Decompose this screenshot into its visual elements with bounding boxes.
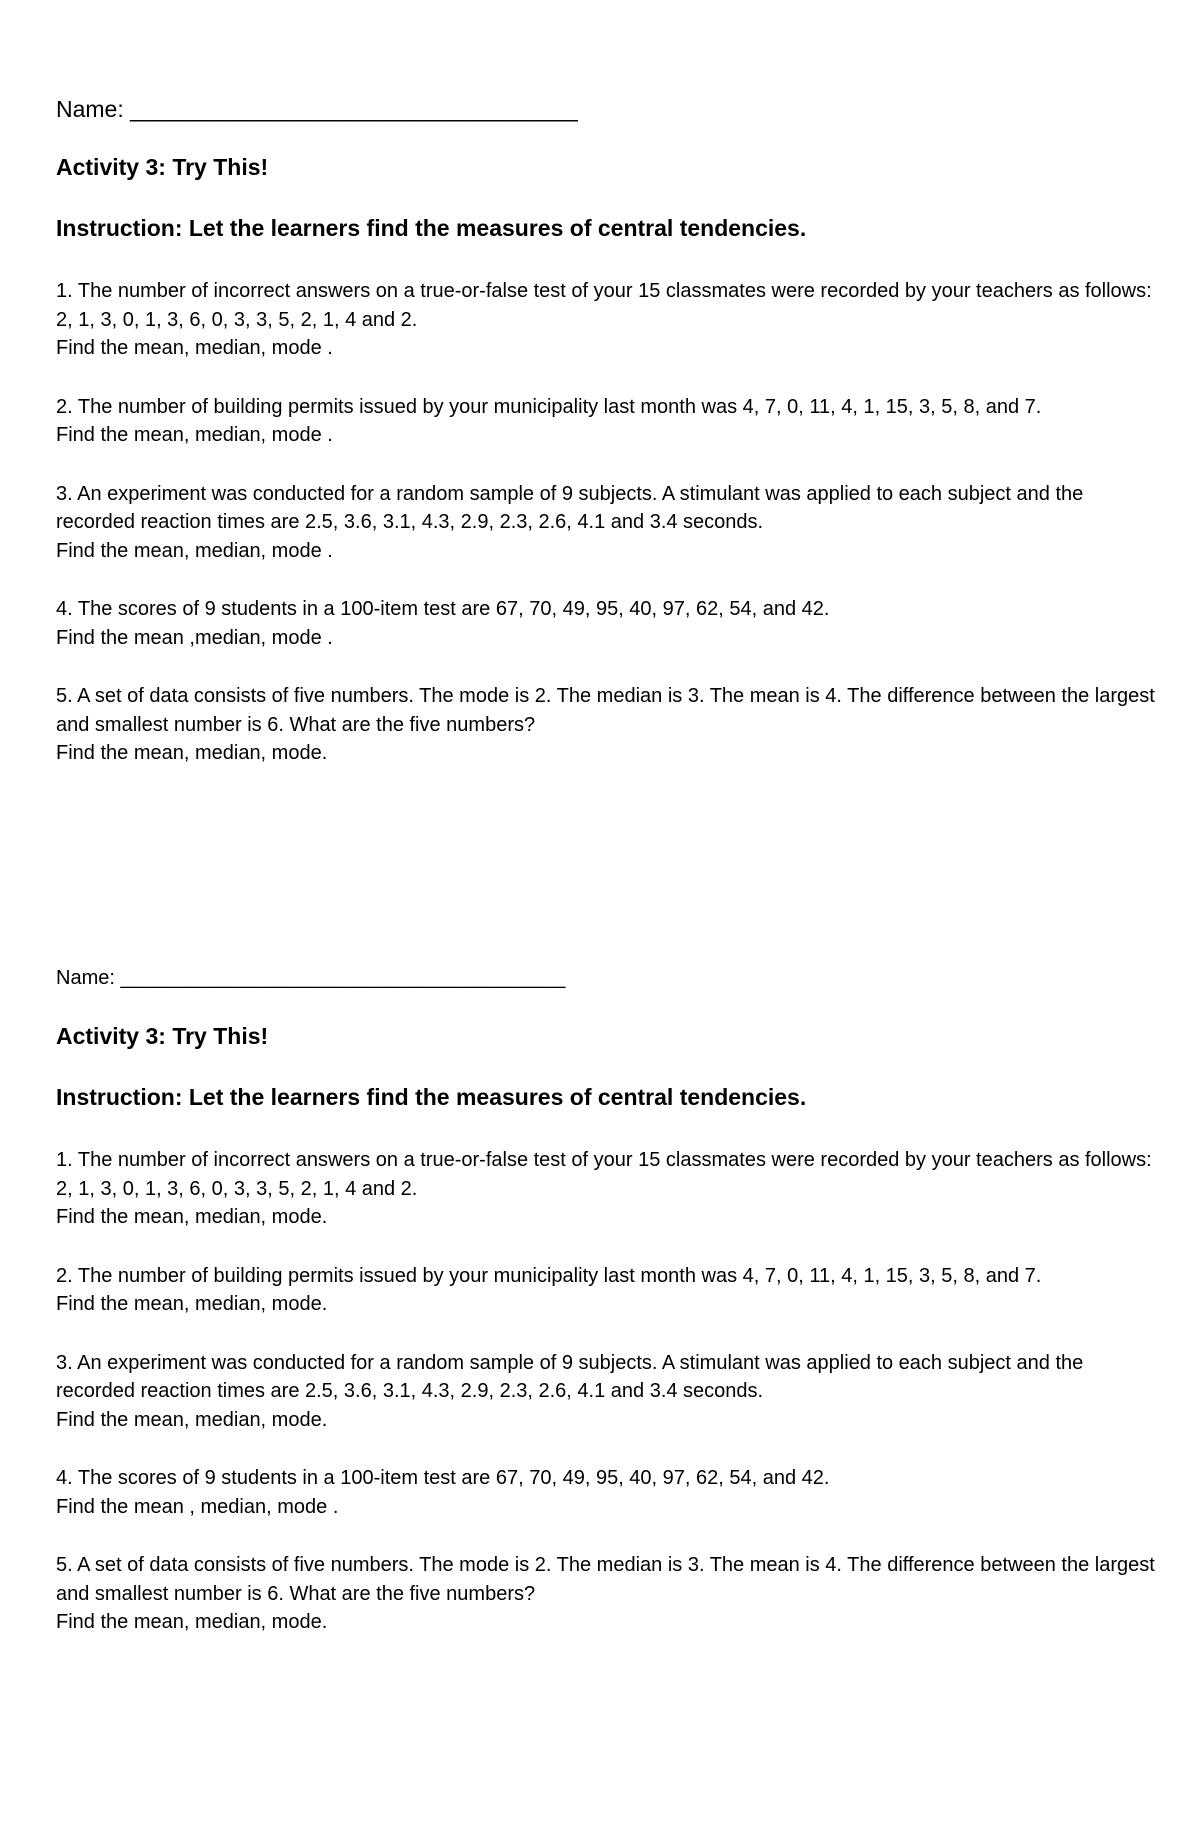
question-item [56,1464,1156,1521]
question-text: 4. The scores of 9 students in a 100-item test are 67, 70, 49, 95, 40, 97, 62, 54, and 42. [56,598,830,620]
question-text: 1. The number of incorrect answers on a true-or-false test of your 15 classmates were recorded by your teachers as follows: 2, 1, 3, 0, 1, 3, 6, 0, 3, 3, 5, 2, 1, 4 and 2. [56,280,1152,331]
question-item [56,1146,1156,1232]
worksheet-top [56,94,1156,768]
question-text: 5. A set of data consists of five numbers. The mode is 2. The median is 3. The mean is 4. The difference between the largest and smallest number is 6. What are the five numbers? [56,1554,1155,1605]
question-find-prompt: Find the mean, median, mode . [56,424,333,446]
question-text: 2. The number of building permits issued by your municipality last month was 4, 7, 0, 11, 4, 1, 15, 3, 5, 8, and 7. [56,395,1042,418]
question-text: 2. The number of building permits issued by your municipality last month was 4, 7, 0, 11, 4, 1, 15, 3, 5, 8, and 7. [56,1264,1042,1287]
question-text: 3. An experiment was conducted for a random sample of 9 subjects. A stimulant was applied to each subject and the recorded reaction times are 2.5, 3.6, 3.1, 4.3, 2.9, 2.3, 2.6, 4.1 and 3.4 seconds. [56,482,1084,533]
question-find-prompt: Find the mean, median, mode. [56,742,328,764]
question-item [56,277,1156,363]
question-item [56,1551,1156,1637]
question-find-prompt: Find the mean, median, mode . [56,539,333,562]
question-find-prompt: Find the mean, median, mode. [56,1206,328,1228]
question-find-prompt: Find the mean ,median, mode . [56,626,333,649]
question-item [56,1262,1156,1319]
question-find-prompt: Find the mean, median, mode. [56,1408,328,1431]
question-find-prompt: Find the mean, median, mode. [56,1611,328,1633]
activity-title: Activity 3: Try This! [56,154,269,180]
question-item [56,595,1156,652]
worksheet-bottom [56,963,1156,1637]
question-item [56,1349,1156,1435]
activity-title: Activity 3: Try This! [56,1023,269,1049]
question-text: 1. The number of incorrect answers on a true-or-false test of your 15 classmates were recorded by your teachers as follows: 2, 1, 3, 0, 1, 3, 6, 0, 3, 3, 5, 2, 1, 4 and 2. [56,1149,1152,1200]
question-find-prompt: Find the mean, median, mode. [56,1293,328,1315]
name-field-label: Name: ___________________________________ [56,96,578,122]
question-find-prompt: Find the mean, median, mode . [56,337,333,359]
question-find-prompt: Find the mean , median, mode . [56,1495,339,1518]
name-field-label: Name: ________________________________________ [56,967,566,989]
question-item [56,682,1156,768]
question-item [56,480,1156,566]
question-text: 4. The scores of 9 students in a 100-item test are 67, 70, 49, 95, 40, 97, 62, 54, and 42. [56,1467,830,1489]
question-text: 5. A set of data consists of five numbers. The mode is 2. The median is 3. The mean is 4. The difference between the largest and smallest number is 6. What are the five numbers? [56,685,1155,736]
question-item [56,393,1156,450]
instruction-text: Instruction: Let the learners find the measures of central tendencies. [56,215,807,241]
question-text: 3. An experiment was conducted for a random sample of 9 subjects. A stimulant was applied to each subject and the recorded reaction times are 2.5, 3.6, 3.1, 4.3, 2.9, 2.3, 2.6, 4.1 and 3.4 seconds. [56,1351,1084,1402]
instruction-text: Instruction: Let the learners find the measures of central tendencies. [56,1084,807,1110]
